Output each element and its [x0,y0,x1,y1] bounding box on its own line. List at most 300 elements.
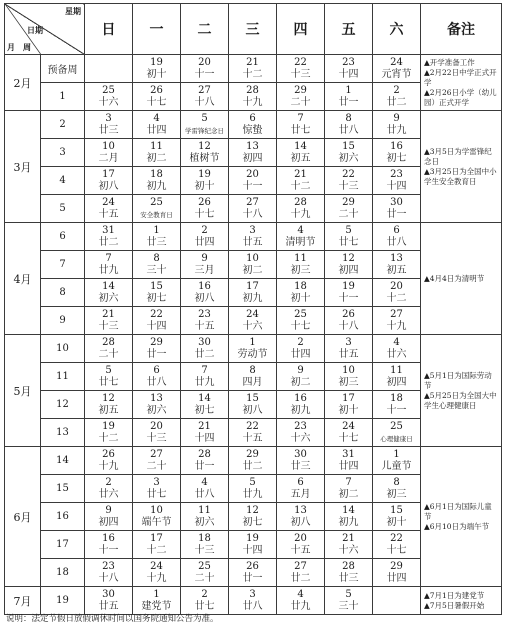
lunar-date: 十八 [338,320,359,332]
day-cell [229,475,277,503]
week-row [5,447,502,475]
solar-date: 2 [297,336,304,348]
solar-date: 20 [198,56,211,68]
solar-date: 6 [249,112,256,124]
day-cell [181,503,229,531]
lunar-date: 廿二 [386,96,407,108]
solar-date: 23 [102,560,115,572]
solar-date: 29 [246,448,259,460]
lunar-date: 初四 [98,516,119,528]
day-cell [277,195,325,223]
day-cell [85,55,133,83]
solar-date: 10 [102,140,115,152]
solar-date: 5 [345,588,352,600]
day-cell [181,419,229,447]
solar-date: 3 [249,588,256,600]
lunar-date: 初二 [242,264,263,276]
solar-date: 16 [390,140,403,152]
day-cell [133,363,181,391]
week-number-cell: 9 [41,307,85,335]
lunar-date: 廿五 [98,600,119,612]
day-cell [85,195,133,223]
week-number-cell: 17 [41,531,85,559]
solar-date: 11 [198,504,211,516]
calendar-body [5,55,502,615]
lunar-date: 十九 [98,460,119,472]
lunar-date: 初四 [386,376,407,388]
solar-date: 3 [153,476,160,488]
day-cell [181,139,229,167]
day-cell [373,111,421,139]
day-header-wed: 三 [229,4,277,55]
lunar-date: 十六 [98,96,119,108]
lunar-date: 十七 [386,544,407,556]
lunar-date: 廿四 [386,572,407,584]
lunar-date: 廿九 [386,124,407,136]
solar-date: 24 [102,196,115,208]
lunar-date: 十六 [290,432,311,444]
day-cell [181,279,229,307]
solar-date: 10 [246,252,259,264]
day-cell [325,279,373,307]
day-cell [133,531,181,559]
lunar-date: 初八 [194,292,215,304]
lunar-date: 廿一 [242,572,263,584]
lunar-date: 初十 [290,292,311,304]
lunar-date: 初二 [146,152,167,164]
solar-date: 1 [345,84,352,96]
lunar-date: 廿八 [194,488,215,500]
day-cell [277,503,325,531]
lunar-date: 廿六 [98,488,119,500]
day-cell [373,475,421,503]
solar-date: 13 [294,504,307,516]
solar-date: 22 [390,532,403,544]
day-cell [325,55,373,83]
lunar-date: 廿一 [386,208,407,220]
solar-date: 17 [150,532,163,544]
day-cell [373,139,421,167]
day-cell [181,111,229,139]
solar-date: 27 [390,308,403,320]
day-cell [133,251,181,279]
solar-date: 22 [246,420,259,432]
day-cell [85,139,133,167]
day-cell [229,531,277,559]
solar-date: 20 [390,280,403,292]
solar-date: 8 [249,364,256,376]
day-cell [229,335,277,363]
day-cell [229,363,277,391]
solar-date: 19 [198,168,211,180]
day-cell [373,391,421,419]
day-cell [229,83,277,111]
solar-date: 17 [342,392,355,404]
lunar-date: 三十 [338,600,359,612]
week-number-cell: 13 [41,419,85,447]
solar-date: 26 [150,84,163,96]
lunar-date: 十八 [242,208,263,220]
solar-date: 14 [102,280,115,292]
solar-date: 12 [198,140,211,152]
note-line: ▲5月25日为全国大中学生心理健康日 [424,390,497,410]
lunar-date: 廿七 [290,124,311,136]
solar-date: 12 [102,392,115,404]
week-number-cell: 7 [41,251,85,279]
day-cell [373,195,421,223]
day-cell [277,251,325,279]
solar-date: 1 [153,224,160,236]
solar-date: 29 [342,196,355,208]
solar-date: 14 [342,504,355,516]
solar-date: 15 [246,392,259,404]
lunar-date: 十三 [146,432,167,444]
lunar-date: 十二 [98,432,119,444]
solar-date: 29 [150,336,163,348]
day-cell [373,503,421,531]
month-notes-cell [421,587,502,615]
day-cell [85,223,133,251]
lunar-date: 廿三 [290,460,311,472]
day-cell [325,363,373,391]
lunar-date: 廿三 [98,124,119,136]
day-cell [229,223,277,251]
lunar-date: 二月 [98,152,119,164]
lunar-date: 初十 [194,180,215,192]
lunar-date: 初二 [338,488,359,500]
day-cell [181,83,229,111]
lunar-date: 十九 [290,208,311,220]
solar-date: 4 [297,588,304,600]
lunar-date: 初七 [146,292,167,304]
solar-date: 20 [294,532,307,544]
lunar-date: 十五 [242,432,263,444]
day-cell [325,419,373,447]
solar-date: 23 [390,168,403,180]
day-cell [181,531,229,559]
day-cell [373,363,421,391]
lunar-date: 初五 [290,152,311,164]
solar-date: 13 [246,140,259,152]
lunar-date: 廿七 [338,236,359,248]
solar-date: 3 [105,112,112,124]
day-cell [133,475,181,503]
day-cell [277,419,325,447]
day-cell [181,307,229,335]
day-cell [229,195,277,223]
lunar-date: 十七 [146,96,167,108]
lunar-date: 十四 [242,544,263,556]
lunar-date: 初七 [386,152,407,164]
solar-date: 8 [153,252,160,264]
day-cell [373,335,421,363]
solar-date: 2 [393,84,400,96]
solar-date: 6 [393,224,400,236]
month-notes-cell [421,223,502,335]
day-cell [85,447,133,475]
week-number-cell: 19 [41,587,85,615]
day-cell [229,559,277,587]
lunar-date: 廿九 [98,264,119,276]
solar-date: 18 [198,532,211,544]
day-cell [277,55,325,83]
week-label: 周 [23,42,31,52]
day-cell [373,167,421,195]
week-number-cell: 8 [41,279,85,307]
week-number-cell: 15 [41,475,85,503]
solar-date: 16 [102,532,115,544]
day-cell [325,251,373,279]
lunar-date: 劳动节 [237,348,268,360]
week-number-cell: 12 [41,391,85,419]
week-number-cell: 4 [41,167,85,195]
day-cell [133,55,181,83]
day-cell [277,587,325,615]
solar-date: 7 [201,364,208,376]
solar-date: 9 [201,252,208,264]
lunar-date: 端午节 [141,516,172,528]
day-cell [229,307,277,335]
lunar-date: 初六 [194,516,215,528]
solar-date: 20 [246,168,259,180]
lunar-date: 初十 [146,68,167,80]
day-cell [325,391,373,419]
day-cell [229,419,277,447]
lunar-date: 十四 [194,432,215,444]
lunar-date: 廿六 [386,348,407,360]
solar-date: 11 [390,364,403,376]
day-cell [229,587,277,615]
week-number-cell: 5 [41,195,85,223]
day-cell [277,391,325,419]
day-cell [133,587,181,615]
solar-date: 15 [342,140,355,152]
lunar-date: 初二 [290,376,311,388]
solar-date: 18 [390,392,403,404]
lunar-date: 廿一 [146,348,167,360]
solar-date: 17 [102,168,115,180]
week-number-cell: 10 [41,335,85,363]
day-cell [277,167,325,195]
week-number-cell: 14 [41,447,85,475]
lunar-date: 廿三 [338,572,359,584]
lunar-date: 初九 [290,404,311,416]
lunar-date: 初九 [242,292,263,304]
lunar-date: 十八 [194,96,215,108]
solar-date: 5 [201,112,208,124]
day-cell [373,419,421,447]
lunar-date: 十一 [386,404,407,416]
lunar-date: 初十 [386,516,407,528]
solar-date: 21 [342,532,355,544]
lunar-date: 二十 [194,572,215,584]
solar-date: 29 [294,84,307,96]
lunar-date: 十一 [338,292,359,304]
day-cell [229,167,277,195]
day-cell [373,83,421,111]
day-cell [133,503,181,531]
solar-date: 18 [150,168,163,180]
solar-date: 26 [102,448,115,460]
day-cell [277,111,325,139]
week-number-cell: 2 [41,111,85,139]
solar-date: 4 [393,336,400,348]
solar-date: 5 [105,364,112,376]
solar-date: 19 [150,56,163,68]
day-cell [181,447,229,475]
lunar-date: 初六 [338,152,359,164]
solar-date: 27 [150,448,163,460]
day-cell [133,83,181,111]
solar-date: 2 [201,588,208,600]
note-line: ▲6月10日为端午节 [424,521,490,531]
lunar-date: 十三 [194,544,215,556]
day-cell [325,83,373,111]
lunar-date: 二十 [338,208,359,220]
solar-date: 28 [342,560,355,572]
day-cell [277,279,325,307]
day-cell [229,139,277,167]
solar-date: 19 [102,420,115,432]
lunar-date: 四月 [242,376,263,388]
lunar-date: 心理健康日 [380,434,413,443]
day-cell [277,307,325,335]
lunar-date: 廿四 [194,236,215,248]
solar-date: 31 [342,448,355,460]
day-cell [373,559,421,587]
footer-note: 说明：法定节假日放假调休时间以国务院通知公告为准。 [6,614,219,624]
day-cell [373,447,421,475]
solar-date: 16 [198,280,211,292]
solar-date: 21 [294,168,307,180]
solar-date: 4 [201,476,208,488]
day-cell [229,111,277,139]
day-cell [85,363,133,391]
week-row [5,111,502,139]
solar-date: 23 [198,308,211,320]
day-cell [85,83,133,111]
note-line: ▲3月5日为学雷锋纪念日 [424,146,492,166]
solar-date: 27 [294,560,307,572]
week-number-cell: 16 [41,503,85,531]
month-notes-cell [421,447,502,587]
solar-date: 3 [249,224,256,236]
day-cell [133,391,181,419]
solar-date: 24 [150,560,163,572]
solar-date: 19 [342,280,355,292]
note-line: ▲5月1日为国际劳动节 [424,370,492,390]
day-cell [277,363,325,391]
solar-date: 22 [342,168,355,180]
day-cell [181,587,229,615]
day-header-thu: 四 [277,4,325,55]
month-cell: 4月 [5,223,41,335]
lunar-date: 廿三 [146,236,167,248]
day-cell [85,587,133,615]
lunar-date: 廿八 [242,600,263,612]
lunar-date: 十四 [386,180,407,192]
lunar-date: 十六 [242,320,263,332]
lunar-date: 廿一 [338,96,359,108]
lunar-date: 植树节 [189,152,220,164]
day-cell [133,139,181,167]
solar-date: 17 [246,280,259,292]
solar-date: 11 [294,252,307,264]
day-cell [133,279,181,307]
month-cell: 6月 [5,447,41,587]
solar-date: 9 [297,364,304,376]
lunar-date: 十八 [98,572,119,584]
header-row [5,4,502,55]
day-cell [277,447,325,475]
solar-date: 4 [297,224,304,236]
lunar-date: 惊蛰 [242,124,263,136]
lunar-date: 廿四 [338,460,359,472]
solar-date: 19 [246,532,259,544]
solar-date: 28 [198,448,211,460]
day-cell [181,335,229,363]
solar-date: 21 [198,420,211,432]
day-cell [85,475,133,503]
solar-date: 31 [102,224,115,236]
day-cell [325,503,373,531]
lunar-date: 廿七 [146,488,167,500]
lunar-date: 廿五 [242,236,263,248]
solar-date: 13 [390,252,403,264]
solar-date: 11 [150,140,163,152]
day-cell [181,167,229,195]
day-cell [373,587,421,615]
day-cell [325,559,373,587]
lunar-date: 十三 [290,68,311,80]
solar-date: 25 [294,308,307,320]
day-cell [325,335,373,363]
day-cell [85,559,133,587]
week-number-cell: 1 [41,83,85,111]
week-number-cell: 6 [41,223,85,251]
lunar-date: 二十 [290,96,311,108]
note-line: ▲7月1日为建党节 [424,590,485,600]
day-cell [325,475,373,503]
solar-date: 3 [345,336,352,348]
lunar-date: 廿七 [194,600,215,612]
solar-date: 8 [345,112,352,124]
solar-date: 9 [105,504,112,516]
solar-date: 25 [198,560,211,572]
notes-header: 备注 [421,4,502,55]
day-cell [325,307,373,335]
day-cell [229,503,277,531]
lunar-date: 三月 [194,264,215,276]
solar-date: 10 [150,504,163,516]
month-cell: 7月 [5,587,41,615]
lunar-date: 十七 [290,320,311,332]
day-cell [373,279,421,307]
lunar-date: 清明节 [285,236,316,248]
lunar-date: 初三 [290,264,311,276]
solar-date: 20 [150,420,163,432]
day-cell [85,279,133,307]
lunar-date: 廿五 [338,348,359,360]
solar-date: 13 [150,392,163,404]
month-notes-cell [421,55,502,111]
lunar-date: 五月 [290,488,311,500]
lunar-date: 初三 [386,488,407,500]
solar-date: 16 [294,392,307,404]
day-cell [229,391,277,419]
lunar-date: 廿四 [146,124,167,136]
lunar-date: 初四 [338,264,359,276]
